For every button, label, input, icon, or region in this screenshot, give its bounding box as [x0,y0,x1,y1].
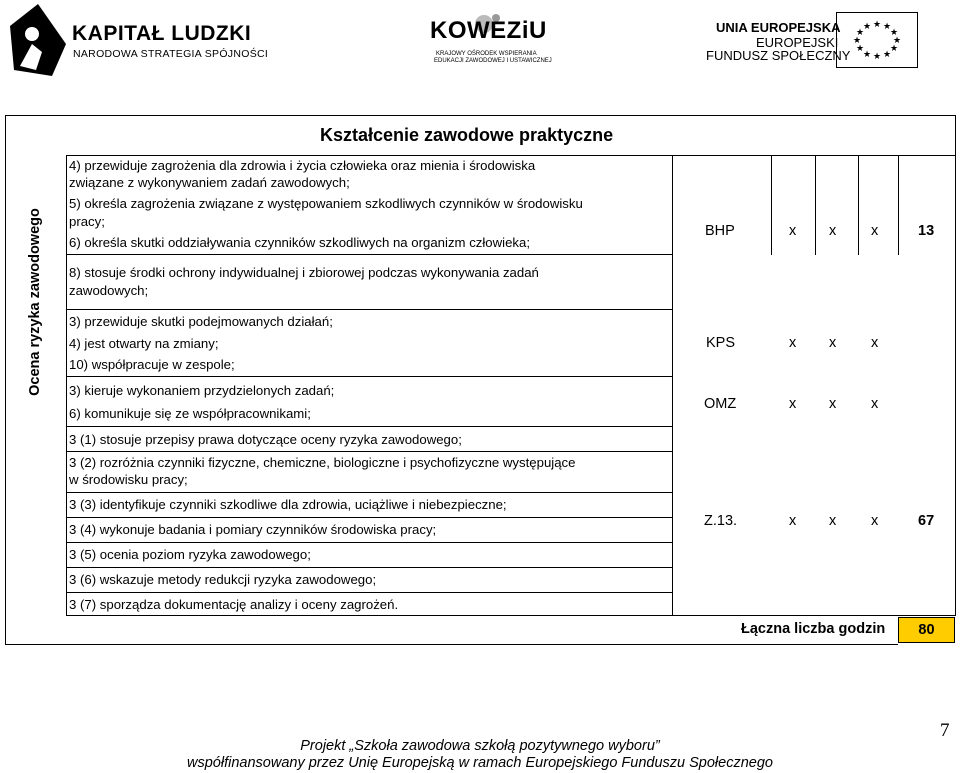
table-row: 4) jest otwarty na zmiany; [69,336,219,351]
table-row: 6) komunikuje się ze współpracownikami; [69,406,311,421]
page-number: 7 [940,720,950,741]
svg-text:★: ★ [882,22,892,32]
ue-line-2: EUROPEJSKI [756,35,839,50]
group-mark: x [829,335,837,351]
svg-text:★: ★ [882,50,892,60]
table-heading: Kształcenie zawodowe praktyczne [320,125,614,145]
total-hours-label: Łączna liczba godzin [741,621,886,637]
svg-text:★: ★ [889,44,899,54]
footer-funding: współfinansowany przez Unię Europejską w ramach Europejskiego Funduszu Społecznego [187,755,773,771]
svg-text:★: ★ [862,50,872,60]
group-mark: x [789,335,797,351]
svg-text:★: ★ [872,20,882,30]
group-mark: x [871,513,879,529]
kowez-subtitle-2: EDUKACJI ZAWODOWEJ I USTAWICZNEJ [434,58,552,64]
table-row: w środowisku pracy; [69,472,188,487]
group-mark: x [871,223,879,239]
ue-line-1: UNIA EUROPEJSKA [716,20,841,35]
ue-line-3: FUNDUSZ SPOŁECZNY [706,48,851,63]
table-row: 6) określa skutki oddziaływania czynników szkodliwych na organizm człowieka; [69,235,531,250]
group-mark: x [829,223,837,239]
svg-text:★: ★ [855,28,865,38]
table-row: związane z wykonywaniem zadań zawodowych; [69,175,350,190]
table-row: 5) określa zagrożenia związane z występowaniem szkodliwych czynników w środowisku [69,196,583,211]
svg-text:★: ★ [892,36,902,46]
group-hours: 67 [918,513,935,529]
kl-title: KAPITAŁ LUDZKI [72,22,252,45]
group-code: OMZ [704,396,737,412]
table-row: 3 (4) wykonuje badania i pomiary czynników środowiska pracy; [69,522,437,537]
svg-text:★: ★ [855,44,865,54]
kowez-subtitle-1: KRAJOWY OŚRODEK WSPIERANIA [436,51,537,57]
group-hours: 13 [918,223,935,239]
table-row: 3 (2) rozróżnia czynniki fizyczne, chemiczne, biologiczne i psychofizyczne występujące [69,455,576,470]
table-row: 3) kieruje wykonaniem przydzielonych zadań; [69,383,335,398]
group-mark: x [871,335,879,351]
table-row: zawodowych; [69,283,149,298]
table-row: 3 (7) sporządza dokumentację analizy i oceny zagrożeń. [69,597,399,612]
kapital-ludzki-logo [8,4,68,78]
group-mark: x [789,223,797,239]
group-mark: x [829,396,837,412]
kowez-title: KOWEZiU [430,17,547,44]
group-code: Z.13. [704,513,738,529]
eu-flag-icon [836,12,918,68]
table-row: 4) przewiduje zagrożenia dla zdrowia i życia człowieka oraz mienia i środowiska [69,158,536,173]
table-row: 10) współpracuje w zespole; [69,357,235,372]
svg-text:★: ★ [852,36,862,46]
table-row: 3 (6) wskazuje metody redukcji ryzyka zawodowego; [69,572,377,587]
table-row: 3 (5) ocenia poziom ryzyka zawodowego; [69,547,311,562]
section-label: Ocena ryzyka zawodowego [27,208,43,396]
kl-subtitle: NARODOWA STRATEGIA SPÓJNOŚCI [73,48,269,60]
table-row: 3) przewiduje skutki podejmowanych działań; [69,314,333,329]
group-mark: x [829,513,837,529]
footer-project: Projekt „Szkoła zawodowa szkołą pozytywnego wyboru” [300,738,660,754]
table-row: 8) stosuje środki ochrony indywidualnej i zbiorowej podczas wykonywania zadań [69,265,539,280]
total-hours-value: 80 [898,617,955,643]
group-mark: x [871,396,879,412]
group-code: BHP [705,223,735,239]
svg-text:★: ★ [872,52,882,62]
table-row: 3 (3) identyfikuje czynniki szkodliwe dla zdrowia, uciążliwe i niebezpieczne; [69,497,507,512]
kapital-ludzki-emblem-icon [8,4,68,78]
svg-text:★: ★ [862,22,872,32]
svg-text:★: ★ [889,28,899,38]
table-row: 3 (1) stosuje przepisy prawa dotyczące oceny ryzyka zawodowego; [69,432,462,447]
group-code: KPS [706,335,736,351]
table-row: pracy; [69,214,105,229]
group-mark: x [789,513,797,529]
group-mark: x [789,396,797,412]
